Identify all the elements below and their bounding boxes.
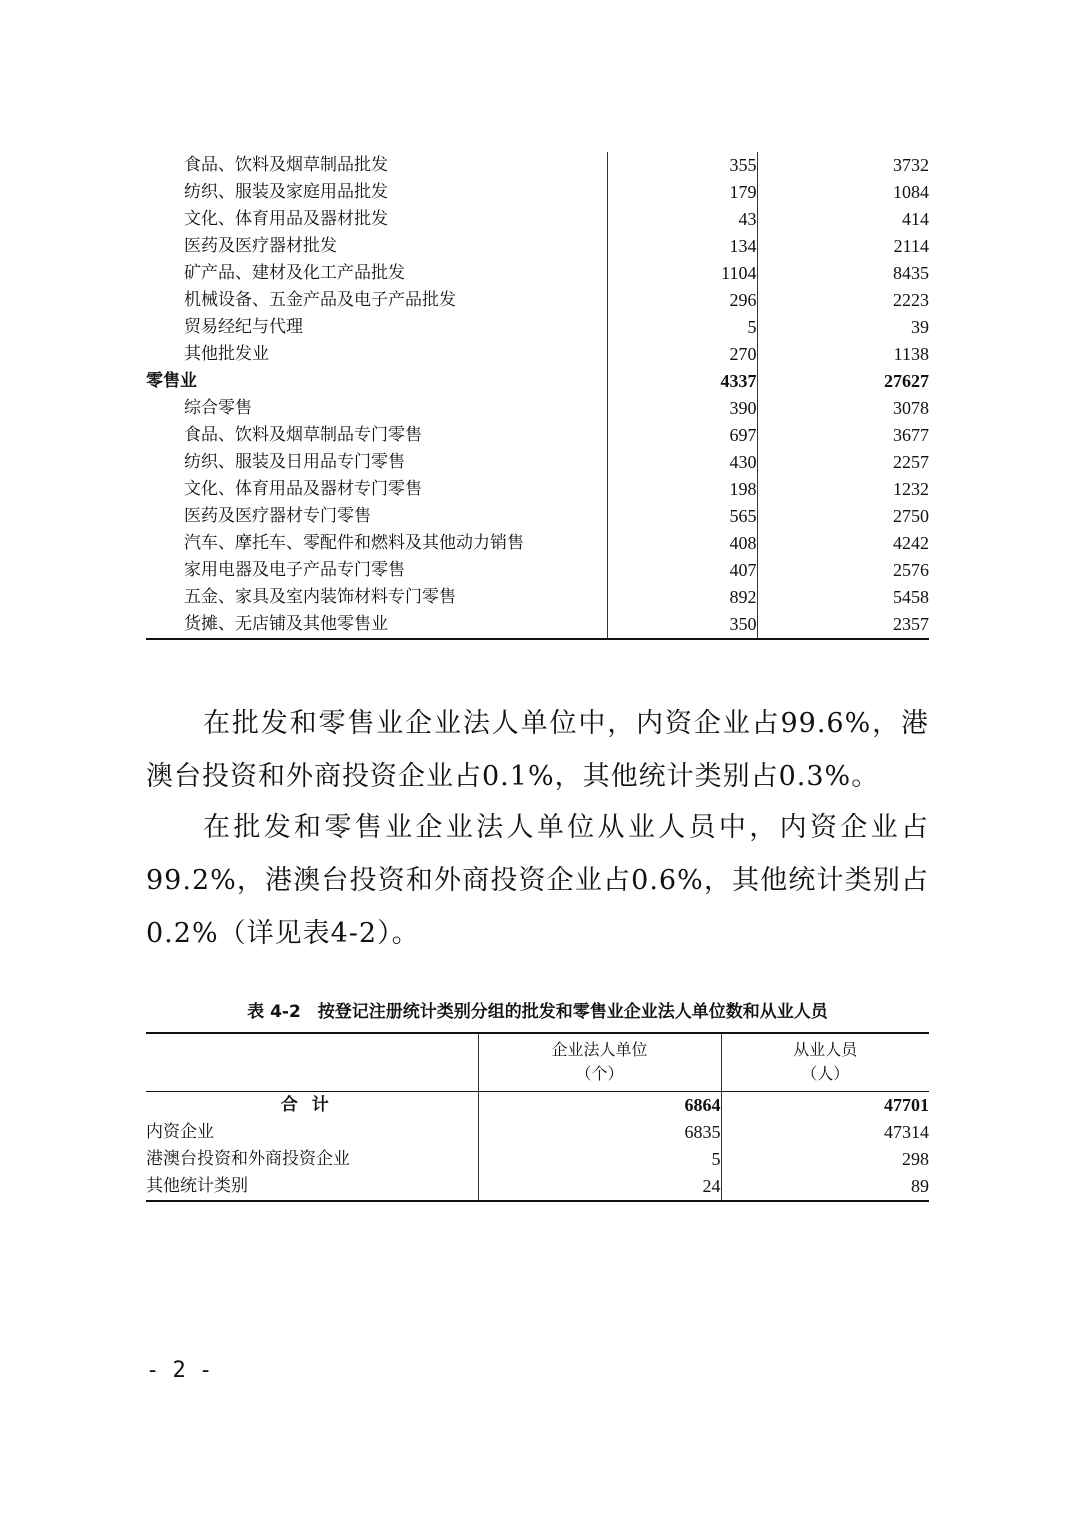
- header-employees-unit: （人）: [801, 1064, 850, 1083]
- table-row: [146, 1119, 929, 1146]
- row-label: 货摊、无店铺及其他零售业: [146, 611, 607, 639]
- row-units: 697: [607, 422, 757, 449]
- table-row: [146, 395, 929, 422]
- paragraph-employee-share: 在批发和零售业企业法人单位从业人员中，内资企业占99.2%，港澳台投资和外商投资企业占0.6%，其他统计类别占0.2%（详见表4-2）。: [146, 812, 929, 949]
- row-employees: 2750: [893, 506, 929, 526]
- row-label: 食品、饮料及烟草制品专门零售: [184, 425, 422, 445]
- row-label: 港澳台投资和外商投资企业: [146, 1149, 350, 1169]
- table-row: [146, 1173, 929, 1201]
- row-employees: 8435: [893, 263, 929, 283]
- row-units: 355: [607, 152, 757, 179]
- table-row: [146, 611, 929, 639]
- row-label: 医药及医疗器材专门零售: [184, 506, 371, 526]
- row-label: 医药及医疗器材批发: [184, 236, 337, 256]
- row-employees: 3732: [893, 155, 929, 175]
- row-units: 5: [607, 314, 757, 341]
- row-employees: 3078: [893, 398, 929, 418]
- row-employees: 2114: [893, 236, 929, 256]
- row-employees: 89: [721, 1173, 929, 1201]
- industry-breakdown-table: [146, 152, 929, 640]
- total-label: 合计: [280, 1095, 343, 1115]
- row-label: 零售业: [146, 371, 197, 391]
- header-enterprise-units-unit: （个）: [575, 1064, 624, 1083]
- header-enterprise-units: [478, 1033, 721, 1092]
- table-row: [146, 314, 929, 341]
- row-units: 408: [607, 530, 757, 557]
- row-label: 纺织、服装及日用品专门零售: [184, 452, 405, 472]
- row-employees: 47314: [884, 1122, 929, 1142]
- table-row: [146, 152, 929, 179]
- row-label: 其他统计类别: [146, 1173, 478, 1201]
- row-label: 家用电器及电子产品专门零售: [184, 560, 405, 580]
- total-row: [146, 1092, 929, 1120]
- row-units: 565: [607, 503, 757, 530]
- row-units: 24: [478, 1173, 721, 1201]
- page-number: - 2 -: [146, 1358, 213, 1383]
- registration-table-body: [146, 1092, 929, 1202]
- row-employees: 2223: [893, 290, 929, 310]
- table-row: [146, 260, 929, 287]
- row-employees: 298: [902, 1149, 929, 1169]
- row-employees: 39: [911, 317, 929, 337]
- industry-table-body: [146, 152, 929, 639]
- table-row: [146, 476, 929, 503]
- row-units: 270: [607, 341, 757, 368]
- row-units: 350: [607, 611, 757, 639]
- table-row: [146, 179, 929, 206]
- row-label: 文化、体育用品及器材批发: [184, 209, 388, 229]
- row-units: 43: [607, 206, 757, 233]
- row-label: 贸易经纪与代理: [184, 317, 303, 337]
- header-employees-label: 从业人员: [793, 1040, 858, 1059]
- table-row: [146, 449, 929, 476]
- row-units: 430: [607, 449, 757, 476]
- row-employees: 1084: [893, 182, 929, 202]
- registration-type-table: [146, 1032, 929, 1202]
- row-label: 纺织、服装及家庭用品批发: [184, 182, 388, 202]
- row-units: 407: [607, 557, 757, 584]
- row-employees: 1138: [893, 344, 929, 364]
- table-header-row: [146, 1033, 929, 1092]
- section-row: [146, 368, 929, 395]
- row-label: 文化、体育用品及器材专门零售: [184, 479, 422, 499]
- row-units: 198: [607, 476, 757, 503]
- row-employees: 2576: [893, 560, 929, 580]
- table-row: [146, 287, 929, 314]
- row-label: 五金、家具及室内装饰材料专门零售: [184, 587, 456, 607]
- row-units: 390: [607, 395, 757, 422]
- table-4-2-title: 表 4-2 按登记注册统计类别分组的批发和零售业企业法人单位数和从业人员: [247, 1002, 828, 1022]
- row-label: 其他批发业: [184, 344, 269, 364]
- row-units: 134: [607, 233, 757, 260]
- row-employees: 414: [902, 209, 929, 229]
- row-label: 食品、饮料及烟草制品批发: [184, 155, 388, 175]
- header-employees: [721, 1033, 929, 1092]
- row-units: 6835: [478, 1119, 721, 1146]
- row-units: 5: [478, 1146, 721, 1173]
- table-row: [146, 557, 929, 584]
- row-label: 综合零售: [184, 398, 252, 418]
- table-row: [146, 584, 929, 611]
- row-label: 内资企业: [146, 1122, 214, 1142]
- row-units: 4337: [607, 368, 757, 395]
- row-units: 892: [607, 584, 757, 611]
- table-row: [146, 206, 929, 233]
- table-row: [146, 233, 929, 260]
- row-label: 矿产品、建材及化工产品批发: [184, 263, 405, 283]
- table-row: [146, 1146, 929, 1173]
- row-employees: 3677: [893, 425, 929, 445]
- row-employees: 2257: [893, 452, 929, 472]
- paragraph-unit-share: 在批发和零售业企业法人单位中，内资企业占99.6%，港澳台投资和外商投资企业占0.1%，其他统计类别占0.3%。: [146, 708, 929, 792]
- row-employees: 27627: [884, 371, 929, 391]
- row-units: 296: [607, 287, 757, 314]
- total-units: 6864: [478, 1092, 721, 1120]
- row-employees: 1232: [893, 479, 929, 499]
- row-employees: 5458: [893, 587, 929, 607]
- row-label: 汽车、摩托车、零配件和燃料及其他动力销售: [184, 533, 524, 553]
- table-row: [146, 503, 929, 530]
- row-label: 机械设备、五金产品及电子产品批发: [184, 290, 456, 310]
- header-category: [146, 1033, 478, 1092]
- row-employees: 4242: [893, 533, 929, 553]
- header-enterprise-units-label: 企业法人单位: [551, 1040, 648, 1059]
- table-row: [146, 341, 929, 368]
- table-row: [146, 422, 929, 449]
- total-employees: 47701: [884, 1095, 929, 1115]
- row-units: 179: [607, 179, 757, 206]
- row-units: 1104: [607, 260, 757, 287]
- table-row: [146, 530, 929, 557]
- row-employees: 2357: [757, 611, 929, 639]
